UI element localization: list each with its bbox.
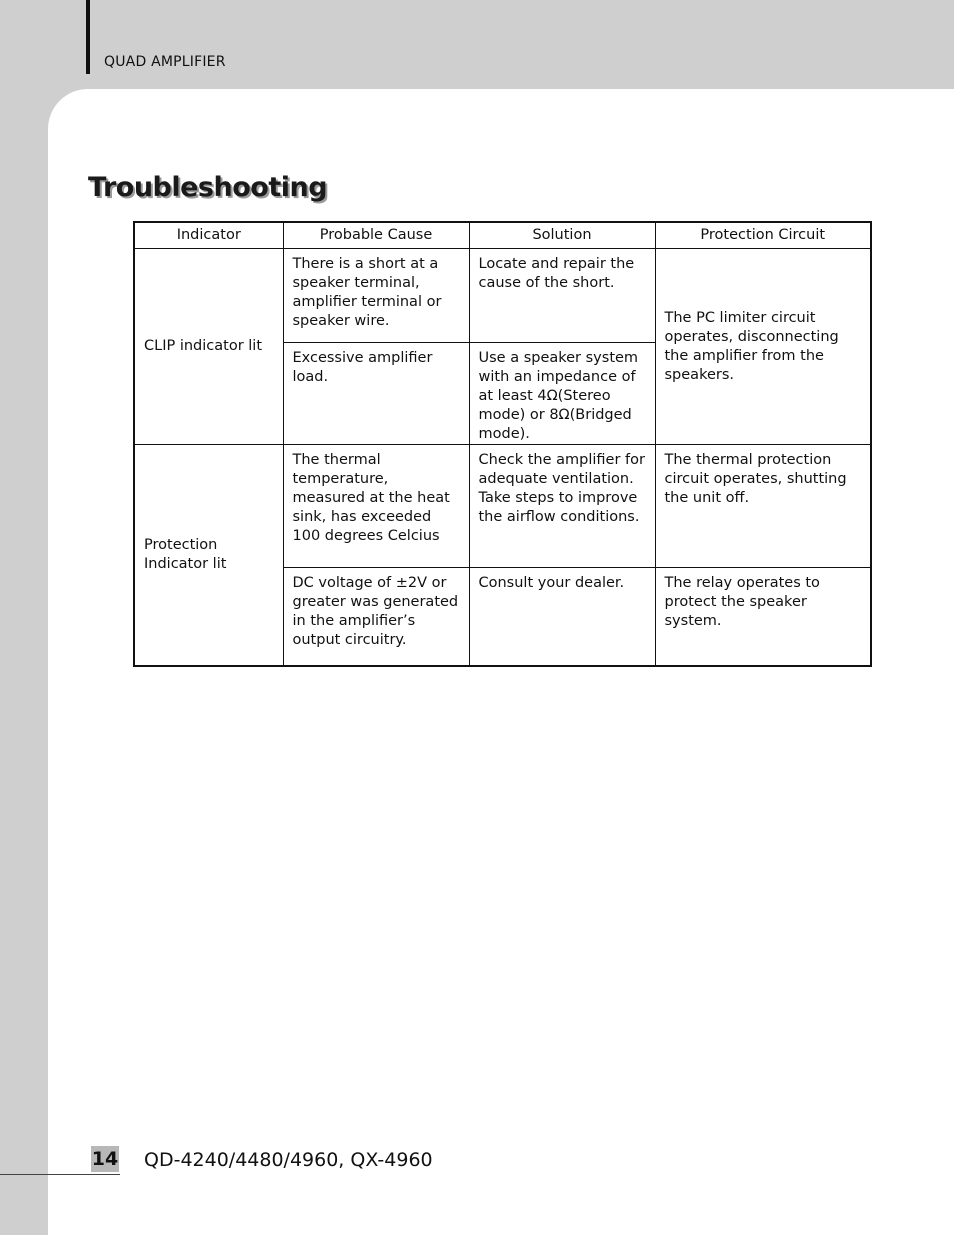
header-rule <box>86 0 90 74</box>
protection-cell: The relay operates to protect the speaker system. <box>655 568 871 667</box>
column-header-cause: Probable Cause <box>283 222 469 249</box>
protection-cell: The thermal protection circuit operates, shutting the unit off. <box>655 445 871 568</box>
solution-cell: Consult your dealer. <box>469 568 655 667</box>
cause-cell: Excessive amplifier load. <box>283 343 469 445</box>
table-row <box>134 445 871 568</box>
indicator-cell: CLIP indicator lit <box>134 249 283 445</box>
troubleshooting-table <box>133 221 872 667</box>
cause-cell: The thermal temperature, measured at the heat sink, has exceeded 100 degrees Celcius <box>283 445 469 568</box>
footer-rule <box>0 1174 120 1175</box>
model-numbers: QD-4240/4480/4960, QX-4960 <box>144 1149 433 1171</box>
cause-cell: DC voltage of ±2V or greater was generated in the amplifier’s output circuitry. <box>283 568 469 667</box>
solution-cell: Check the amplifier for adequate ventilation. Take steps to improve the airflow conditions. <box>469 445 655 568</box>
cause-cell: There is a short at a speaker terminal, amplifier terminal or speaker wire. <box>283 249 469 343</box>
table-header-row <box>134 222 871 249</box>
page-title: Troubleshooting <box>88 172 328 203</box>
page-number: 14 <box>91 1148 119 1170</box>
column-header-solution: Solution <box>469 222 655 249</box>
solution-cell: Use a speaker system with an impedance of at least 4Ω(Stereo mode) or 8Ω(Bridged mode). <box>469 343 655 445</box>
column-header-protection: Protection Circuit <box>655 222 871 249</box>
column-header-indicator: Indicator <box>134 222 283 249</box>
protection-cell: The PC limiter circuit operates, disconnecting the amplifier from the speakers. <box>655 249 871 445</box>
solution-cell: Locate and repair the cause of the short. <box>469 249 655 343</box>
table-row <box>134 249 871 343</box>
header-label: QUAD AMPLIFIER <box>104 54 226 70</box>
indicator-cell: Protection Indicator lit <box>134 445 283 667</box>
